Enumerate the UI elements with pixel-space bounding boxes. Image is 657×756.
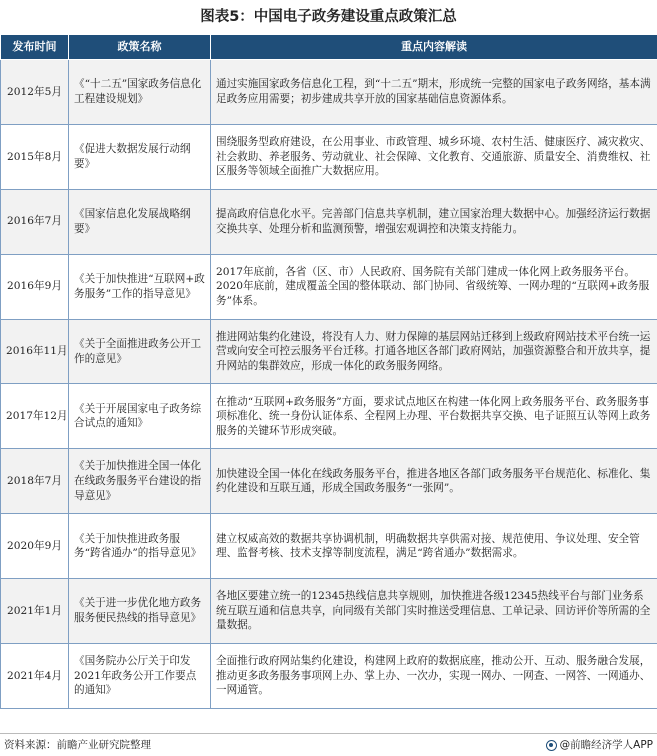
source-note: 资料来源：前瞻产业研究院整理: [4, 734, 151, 756]
policy-name-cell: 《“十二五”国家政务信息化工程建设规划》: [69, 60, 211, 125]
policy-name-cell: 《关于开展国家电子政务综合试点的通知》: [69, 384, 211, 449]
policy-name-cell: 《国务院办公厅关于印发2021年政务公开工作要点的通知》: [69, 644, 211, 709]
policy-name-cell: 《关于加快推进政务服务“跨省通办”的指导意见》: [69, 514, 211, 579]
release-time-cell: 2012年5月: [1, 60, 69, 125]
key-content-cell: 在推动“互联网+政务服务”方面，要求试点地区在构建一体化网上政务服务平台、政务服务事项标准化、统一身份认证体系、全程网上办理、平台数据共享交换、电子证照互认等网上政务服务的关键环节形成突破。: [211, 384, 657, 449]
release-time-cell: 2020年9月: [1, 514, 69, 579]
brand-credit: [546, 734, 653, 756]
release-time-cell: 2018年7月: [1, 449, 69, 514]
release-time-cell: 2015年8月: [1, 124, 69, 189]
key-content-cell: 通过实施国家政务信息化工程，到“十二五”期末，形成统一完整的国家电子政务网络，基本满足政务应用需要；初步建成共享开放的国家基础信息资源体系。: [211, 60, 657, 125]
chart-title: 图表5：中国电子政务建设重点政策汇总: [0, 0, 657, 34]
key-content-cell: 围绕服务型政府建设，在公用事业、市政管理、城乡环境、农村生活、健康医疗、减灾救灾、社会救助、养老服务、劳动就业、社会保障、文化教育、交通旅游、质量安全、消费维权、社区服务等领域全面推广大数据应用。: [211, 124, 657, 189]
header-key-content: 重点内容解读: [211, 35, 657, 60]
brand-logo-icon: [546, 740, 557, 751]
key-content-cell: 提高政府信息化水平。完善部门信息共享机制，建立国家治理大数据中心。加强经济运行数据交换共享、处理分析和监测预警，增强宏观调控和决策支持能力。: [211, 189, 657, 254]
table-row: [1, 254, 657, 319]
header-release-time: 发布时间: [1, 35, 69, 60]
key-content-cell: 加快建设全国一体化在线政务服务平台，推进各地区各部门政务服务平台规范化、标准化、集约化建设和互联互通，形成全国政务服务“一张网”。: [211, 449, 657, 514]
table-row: [1, 644, 657, 709]
table-row: [1, 60, 657, 125]
policy-name-cell: 《国家信息化发展战略纲要》: [69, 189, 211, 254]
table-header-row: [1, 35, 657, 60]
table-row: [1, 189, 657, 254]
key-content-cell: 各地区要建立统一的12345热线信息共享规则，加快推进各级12345热线平台与部门业务系统互联互通和信息共享，向同级有关部门实时推送受理信息、工单记录、回访评价等所需的全量数据。: [211, 579, 657, 644]
release-time-cell: 2021年4月: [1, 644, 69, 709]
brand-text: @前瞻经济学人APP: [560, 734, 653, 756]
key-content-cell: 建立权威高效的数据共享协调机制，明确数据共享供需对接、规范使用、争议处理、安全管理、监督考核、技术支撑等制度流程，满足“跨省通办”数据需求。: [211, 514, 657, 579]
policy-table: [0, 34, 657, 709]
release-time-cell: 2016年7月: [1, 189, 69, 254]
release-time-cell: 2016年11月: [1, 319, 69, 384]
table-row: [1, 514, 657, 579]
table-row: [1, 319, 657, 384]
key-content-cell: 推进网站集约化建设，将没有人力、财力保障的基层网站迁移到上级政府网站技术平台统一运营或向安全可控云服务平台迁移。打通各地区各部门政府网站，加强资源整合和开放共享，提升网站的集群效应，形成一体化的政务服务网络。: [211, 319, 657, 384]
policy-name-cell: 《关于加快推进全国一体化在线政务服务平台建设的指导意见》: [69, 449, 211, 514]
footer: [0, 733, 657, 756]
header-policy-name: 政策名称: [69, 35, 211, 60]
policy-name-cell: 《关于加快推进“互联网+政务服务”工作的指导意见》: [69, 254, 211, 319]
release-time-cell: 2016年9月: [1, 254, 69, 319]
key-content-cell: 2017年底前，各省（区、市）人民政府、国务院有关部门建成一体化网上政务服务平台。2020年底前，建成覆盖全国的整体联动、部门协同、省级统筹、一网办理的“互联网+政务服务”体系。: [211, 254, 657, 319]
policy-name-cell: 《关于进一步优化地方政务服务便民热线的指导意见》: [69, 579, 211, 644]
table-row: [1, 449, 657, 514]
release-time-cell: 2017年12月: [1, 384, 69, 449]
table-row: [1, 579, 657, 644]
policy-name-cell: 《关于全面推进政务公开工作的意见》: [69, 319, 211, 384]
table-row: [1, 124, 657, 189]
table-row: [1, 384, 657, 449]
policy-name-cell: 《促进大数据发展行动纲要》: [69, 124, 211, 189]
key-content-cell: 全面推行政府网站集约化建设，构建网上政府的数据底座，推动公开、互动、服务融合发展，推动更多政务服务事项网上办、掌上办、一次办，实现一网办、一网查、一网答、一网通办、一网通管。: [211, 644, 657, 709]
release-time-cell: 2021年1月: [1, 579, 69, 644]
